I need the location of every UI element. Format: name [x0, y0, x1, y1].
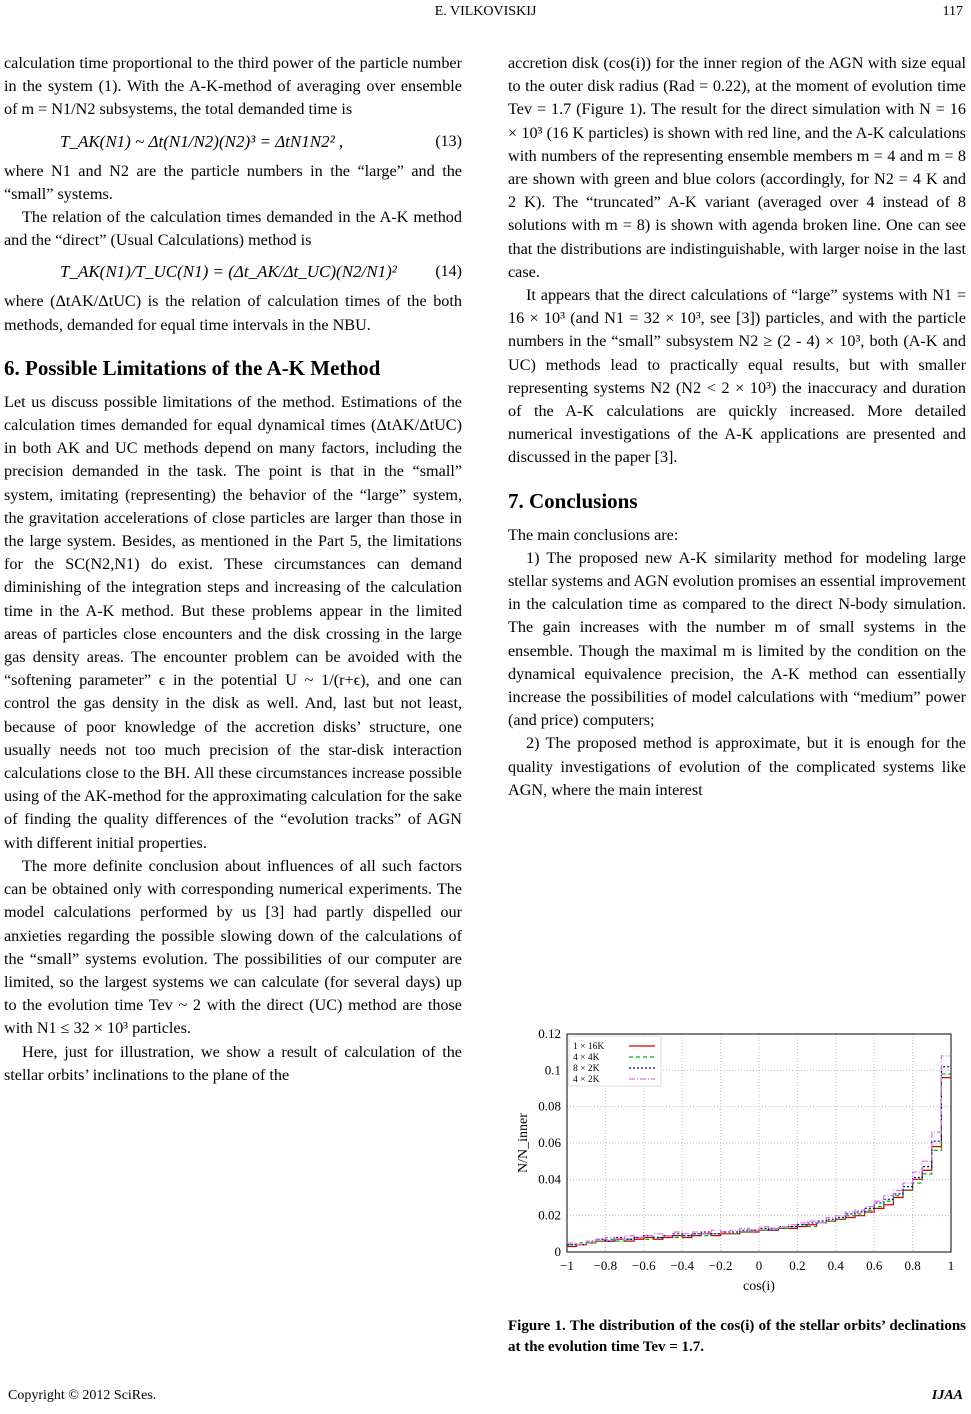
y-tick-label: 0.1 [544, 1062, 561, 1078]
section-heading-6: 6. Possible Limitations of the A-K Method [4, 355, 381, 380]
paragraph: where (ΔtAK/ΔtUC) is the relation of calculation times of the both methods, demanded for equal time intervals in the NBU. [4, 292, 462, 334]
x-tick-label: 0.4 [827, 1258, 844, 1273]
y-tick-label: 0.12 [538, 1026, 561, 1041]
left-column [4, 52, 462, 1087]
figure-caption: Figure 1. The distribution of the cos(i) of the stellar orbits’ declinations at the evolution time Tev = 1.7. [508, 1318, 966, 1355]
y-tick-label: 0.06 [538, 1135, 561, 1150]
equation-body: T_AK(N1)/T_UC(N1) = (Δt_AK/Δt_UC)(N2/N1)² [60, 262, 397, 282]
y-tick-label: 0.08 [538, 1098, 561, 1114]
x-tick-label: −0.8 [593, 1258, 618, 1273]
x-axis-label: cos(i) [743, 1279, 775, 1294]
equation-14 [4, 252, 462, 290]
equation-number: (13) [435, 132, 462, 150]
y-axis-label: N/N_inner [516, 1113, 531, 1173]
paragraph: Let us discuss possible limitations of the method. Estimations of the calculation times demanded for equal dynamical times (ΔtAK/ΔtUC) in both AK and UC methods depend on many factors, including the precision demanded in the task. The point is that in the “small” system, imitating (representing) the behavior of the “large” system, the gravitation accelerations of close particles are larger than those in the large system. Besides, as mentioned in the Part 5, the limitations for the SC(N2,N1) do exist. These circumstances can demand diminishing of the integration steps and increasing of the calculation time in the A-K method. But these problems appear in the limited areas of particles close encounters and the disk crossing in the large gas density areas. The encounter problem can be avoided with the “softening parameter” ϵ in the potential U ~ 1/(r+ϵ), and one can control the gas density in the disk as well. And, last but not least, because of poor knowledge of the accretion disks’ structure, one usually needs not too much precision of the star-disk interaction calculations close to the BH. All these circumstances increase possible using of the AK-method for the approximating calculation for the sake of finding the quality differences of the “evolution tracks” of AGN with different initial properties. [4, 392, 462, 852]
series-line [567, 1074, 951, 1245]
paragraph: Here, just for illustration, we show a result of calculation of the stellar orbits’ inclinations to the plane of the [4, 1042, 462, 1084]
y-tick-label: 0.04 [538, 1171, 561, 1187]
x-tick-label: −1 [560, 1258, 574, 1273]
page-number: 117 [942, 4, 963, 19]
x-tick-label: 1 [947, 1258, 955, 1273]
paragraph: The relation of the calculation times demanded in the A-K method and the “direct” (Usual Calculations) method is [4, 208, 462, 250]
paragraph: 1) The proposed new A-K similarity method for modeling large stellar systems and AGN evolution promises an essential improvement in the calculation time as compared to the direct N-body simulation. The gain increases with the number m of small systems in the ensemble. Though the maximal m is limited by the condition on the dynamical equivalence precision, the A-K method can essentially increase the possibilities of model calculations with “medium” power (and price) computers; [508, 548, 966, 730]
x-tick-label: 0.2 [789, 1258, 806, 1273]
right-column [508, 52, 966, 802]
paragraph: It appears that the direct calculations of “large” systems with N1 = 16 × 10³ (and N1 = 32 × 10³, see [3]) particles, and with the particle numbers in the “small” subsystem N2 ≥ (2 - 4) × 10³, both (A-K and UC) methods lead to practically equal results, but with smaller representing systems N2 (N2 < 2 × 10³) the inaccuracy and duration of the A-K calculations are quickly increased. More detailed numerical investigations of the A-K applications are presented and discussed in the paper [3]. [508, 286, 966, 467]
legend-entry-label: 8 × 2K [573, 1064, 600, 1074]
equation-body: T_AK(N1) ~ Δt(N1/N2)(N2)³ = ΔtN1N2² , [60, 131, 344, 151]
x-tick-label: −0.4 [670, 1258, 694, 1273]
figure-1-chart [505, 1010, 965, 1310]
equation-number: (14) [435, 263, 462, 281]
copyright: Copyright © 2012 SciRes. [8, 1388, 157, 1403]
y-tick-label: 0.02 [538, 1207, 561, 1223]
section-heading-7: 7. Conclusions [508, 488, 638, 513]
x-tick-label: −0.6 [632, 1258, 656, 1273]
journal-abbrev: IJAA [931, 1388, 963, 1403]
x-tick-label: 0.8 [904, 1258, 921, 1273]
legend-entry-label: 1 × 16K [573, 1042, 605, 1052]
legend-entry-label: 4 × 4K [573, 1053, 600, 1063]
paragraph: The main conclusions are: [508, 525, 679, 544]
series-line [567, 1078, 951, 1247]
legend-entry-label: 4 × 2K [573, 1075, 600, 1085]
x-tick-label: 0 [755, 1258, 763, 1273]
x-tick-label: −0.2 [708, 1258, 733, 1273]
paragraph: accretion disk (cos(i)) for the inner region of the AGN with size equal to the outer disk radius (Rad = 0.22), at the moment of evolution time Tev = 1.7 (Figure 1). The result for the direct simulation with N = 16 × 10³ (16 K particles) is shown with red line, and the A-K calculations with numbers of the representing ensemble members m = 4 and m = 8 are shown with green and blue colors (accordingly, for N2 = 4 K and 2 K). The “truncated” A-K variant (averaged over 4 instead of 8 solutions with m = 8) is shown with agenda broken line. One can see that the distributions are indistinguishable, with larger noise in the last case. [508, 54, 966, 281]
equation-13 [4, 122, 462, 160]
page-header [0, 4, 971, 26]
paragraph: where N1 and N2 are the particle numbers in the “large” and the “small” systems. [4, 161, 462, 203]
chart-legend [569, 1036, 661, 1086]
paragraph: The more definite conclusion about influences of all such factors can be obtained only with corresponding numerical experiments. The model calculations performed by us [3] had partly dispelled our anxieties regarding the possible slowing down of the calculations of the “small” systems evolution. The possibilities of our computer are limited, so the largest systems we can calculate (for several days) up to the evolution time Tev ~ 2 with the direct (UC) method are those with N1 ≤ 32 × 10³ particles. [4, 856, 462, 1038]
y-tick-label: 0 [554, 1244, 561, 1259]
running-title: E. VILKOVISKIJ [434, 4, 537, 19]
series-line [567, 1067, 951, 1245]
x-tick-labels [560, 1258, 954, 1273]
paragraph: calculation time proportional to the third power of the particle number in the system (1). With the A-K-method of averaging over ensemble of m = N1/N2 subsystems, the total demanded time is [4, 54, 462, 119]
y-tick-labels [538, 1026, 561, 1259]
paragraph: 2) The proposed method is approximate, but it is enough for the quality investigations of evolution of the complicated systems like AGN, where the main interest [508, 734, 966, 799]
x-tick-label: 0.6 [866, 1258, 883, 1273]
